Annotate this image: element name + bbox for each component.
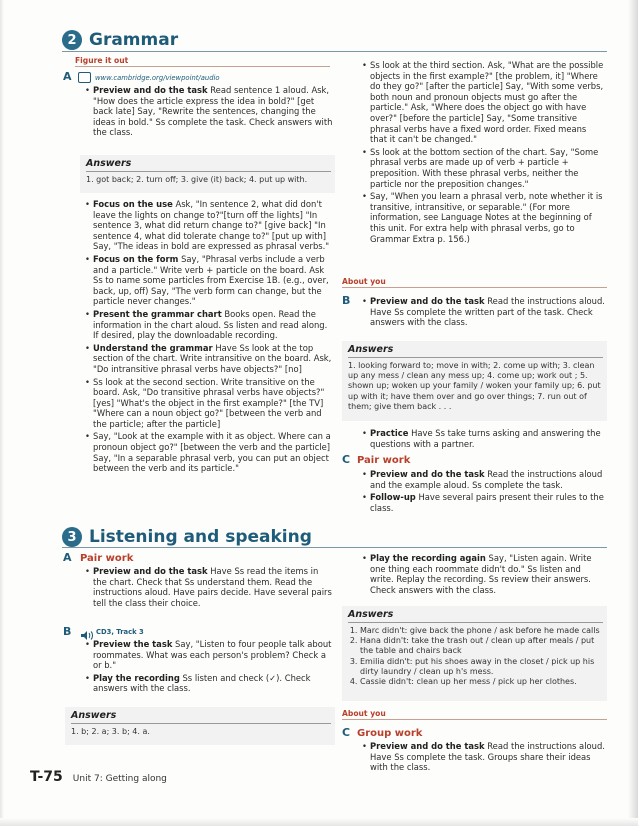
section-listening-header [62,527,312,547]
answer-item: 1. Marc didn't: give back the phone / ask before he made calls [360,626,601,636]
answers-text: 1. got back; 2. turn off; 3. give (it) back; 4. put up with. [86,175,308,184]
listening-task-c [360,741,605,775]
answers-box-2 [342,341,607,421]
exercise-letter-b: B [342,294,351,307]
bullet-tag: Preview and do the task [93,85,208,95]
answers-title: Answers [348,609,394,620]
bullet-item [93,85,333,138]
unit-label: Unit 7: Getting along [72,774,167,784]
bullet-tag: Focus on the use [93,199,173,209]
answers-box-3 [65,707,335,745]
section-grammar-header [62,30,178,50]
bullet-tag: Practice [370,428,409,438]
bullet-text: Have several pairs present their rules to the class. [370,492,604,513]
listening-right-bullets [360,553,605,597]
bullet-text: Say, "Look at the example with it as object. Where can a pronoun object go?" [between the verb and the particle] Say, "In a separable phrasal verb, you can put an object between the verb and its particle." [93,431,331,474]
bullet-item [370,60,605,145]
answers-title: Answers [71,710,117,721]
exercise-letter-c: C [342,726,351,739]
bullet-text: Have Ss take turns asking and answering the questions with a partner. [370,428,601,449]
download-icon [78,72,91,83]
section-number: 2 [62,30,82,50]
bullet-item [370,741,605,773]
answers-title: Answers [348,344,394,355]
answers-box-1 [80,155,335,193]
bullet-item [93,377,333,430]
answers-text: 1. b; 2. a; 3. b; 4. a. [71,727,150,736]
bullet-text: Read the instructions aloud. Have Ss complete the task. Groups share their ideas with the class. [370,741,605,773]
listening-task-a [83,566,333,610]
answers-text: 1. looking forward to; move in with; 2. come up with; 3. clean up any mess / clean any mess up; 4. come up; work out ; 5. shown up; woken up your family / woken your family up; 6. put up with it; have them over and go over things; 7. run out of them; give them back . . . [348,361,601,411]
answer-item: 3. Emilia didn't: put his shoes away in the closet / pick up his dirty laundry / clean up h's mess. [360,657,601,677]
bullet-item [93,254,333,307]
bullet-item [93,673,333,694]
answers-list [342,626,607,687]
bullet-text: Ask, "In sentence 2, what did don't leave the lights on change to?"[turn off the lights] "In sentence 3, what did return change to?" [give back] "In sentence 4, what did tolerate change to?" [put up with] Say, "The ideas in bold are expressed as phrasal verbs." [93,199,330,252]
grammar-task-c [360,469,605,515]
bullet-text: Ss look at the third section. Ask, "What are the possible objects in the first example?" [the problem, it] "Where do they go?" [after the particle] Say, "With some verbs, both noun and pronoun objects must go after the particle." Ask, "Where does the object go with have over?" [before the particle] Say, "Some transitive phrasal verbs have a fixed word order. Fixed means that it can't be changed." [370,60,604,145]
exercise-letter-a: A [63,70,72,83]
bullet-text: Have Ss look at the top section of the chart. Write intransitive on the board. Ask, "Do intransitive phrasal verbs have objects?" [no] [93,342,332,374]
bullet-text: Have Ss read the items in the chart. Check that Ss understand them. Read the instructions aloud. Have pairs decide. Have several pairs tell the class their choice. [93,566,332,608]
bullet-tag: Preview and do the task [370,469,485,479]
bullet-item [93,431,333,473]
grammar-bullets [83,199,333,476]
bullet-tag: Focus on the form [93,253,179,264]
answers-title: Answers [86,158,132,169]
section-title: Listening and speaking [89,527,312,547]
figure-it-out-label: Figure it out [75,56,129,65]
exercise-letter-b: B [63,625,72,638]
bullet-text: Say, "Phrasal verbs include a verb and a particle." Write verb + particle on the board. Ask Ss to name some particles from Exercise 1B. (e.g., over, back, up, off) Say, "The verb form can change, but the particle never changes." [93,253,329,307]
pair-work-label: Pair work [357,455,411,466]
bullet-item [370,296,605,328]
grammar-practice [360,428,605,451]
group-work-label: Group work [357,728,423,739]
page-number: T-75 [30,769,63,785]
bullet-text: Say, "Listen again. Write one thing each roommate didn't do." Ss listen and write. Replay the recording. Ss review their answers. Check answers with the class. [370,553,592,595]
section-title: Grammar [89,30,179,50]
bullet-item [93,309,333,341]
grammar-task-b [360,296,605,330]
bullet-text: Read the instructions aloud. Have Ss complete the written part of the task. Check answers with the class. [370,296,605,328]
bullet-text: Read sentence 1 aloud. Ask, "How does the article express the idea in bold?" [get back late] Say, "Rewrite the sentences, changing the ideas in bold." Ss complete the task. Check answers with the class. [93,85,333,138]
pair-work-label: Pair work [80,553,134,564]
track-label: CD3, Track 3 [96,628,144,636]
bullet-item [370,191,605,244]
bullet-text: Say, "When you learn a phrasal verb, note whether it is transitive, intransitive, or separable." (For more information, see Language Notes at the beginning of this unit. For extra help with phrasal verbs, go to Grammar Extra p. 156.) [370,191,603,244]
bullet-tag: Present the grammar chart [93,308,222,319]
bullet-tag: Preview and do the task [93,566,208,576]
bullet-text: Ss look at the second section. Write transitive on the board. Ask, "Do transitive phrasal verbs have objects?" [yes] "What's the object in the first example?" [the TV] "Where can a noun object go?" [between the verb and the particle; after the particle] [93,376,325,429]
about-you-label: About you [342,709,386,718]
bullet-tag: Understand the grammar [93,342,213,353]
listening-task-b [83,639,333,696]
bullet-text: Ss look at the bottom section of the chart. Say, "Some phrasal verbs are made up of verb + particle + preposition. With these phrasal verbs, neither the particle nor the preposition changes." [370,146,599,189]
bullet-tag: Follow-up [370,492,416,503]
answers-box-4 [342,606,607,701]
bullet-tag: Preview the task [93,639,173,649]
bullet-text: Say, "Listen to four people talk about roommates. What was each person's problem? Check a or b." [93,639,332,671]
bullet-item [370,469,605,490]
grammar-task-a [83,85,333,140]
bullet-tag: Play the recording again [370,553,486,563]
about-you-label: About you [342,277,386,286]
section-number: 3 [62,527,82,547]
bullet-text: Ss listen and check (✓). Check answers with the class. [93,672,311,694]
bullet-item [370,147,605,189]
answer-item: 4. Cassie didn't: clean up her mess / pick up her clothes. [360,677,601,687]
exercise-letter-c: C [342,453,351,466]
bullet-item [93,639,333,671]
footer [30,769,167,785]
bullet-item [93,566,333,608]
grammar-right-bullets [360,60,605,246]
exercise-letter-a: A [63,551,72,564]
bullet-item [93,199,333,252]
bullet-tag: Preview and do the task [370,296,485,306]
bullet-text: Books open. Read the information in the chart aloud. Ss listen and read along. If desired, play the downloadable recording. [93,308,328,341]
bullet-item [370,492,605,513]
bullet-item [93,343,333,375]
bullet-item [370,553,605,595]
bullet-tag: Play the recording [93,672,180,683]
answer-item: 2. Hana didn't: take the trash out / clean up after meals / put the table and chairs back [360,636,601,656]
bullet-text: Read the instructions aloud and the example aloud. Ss complete the task. [370,469,603,490]
bullet-tag: Preview and do the task [370,741,485,751]
audio-url[interactable]: www.cambridge.org/viewpoint/audio [95,74,220,82]
bullet-item [370,428,605,449]
